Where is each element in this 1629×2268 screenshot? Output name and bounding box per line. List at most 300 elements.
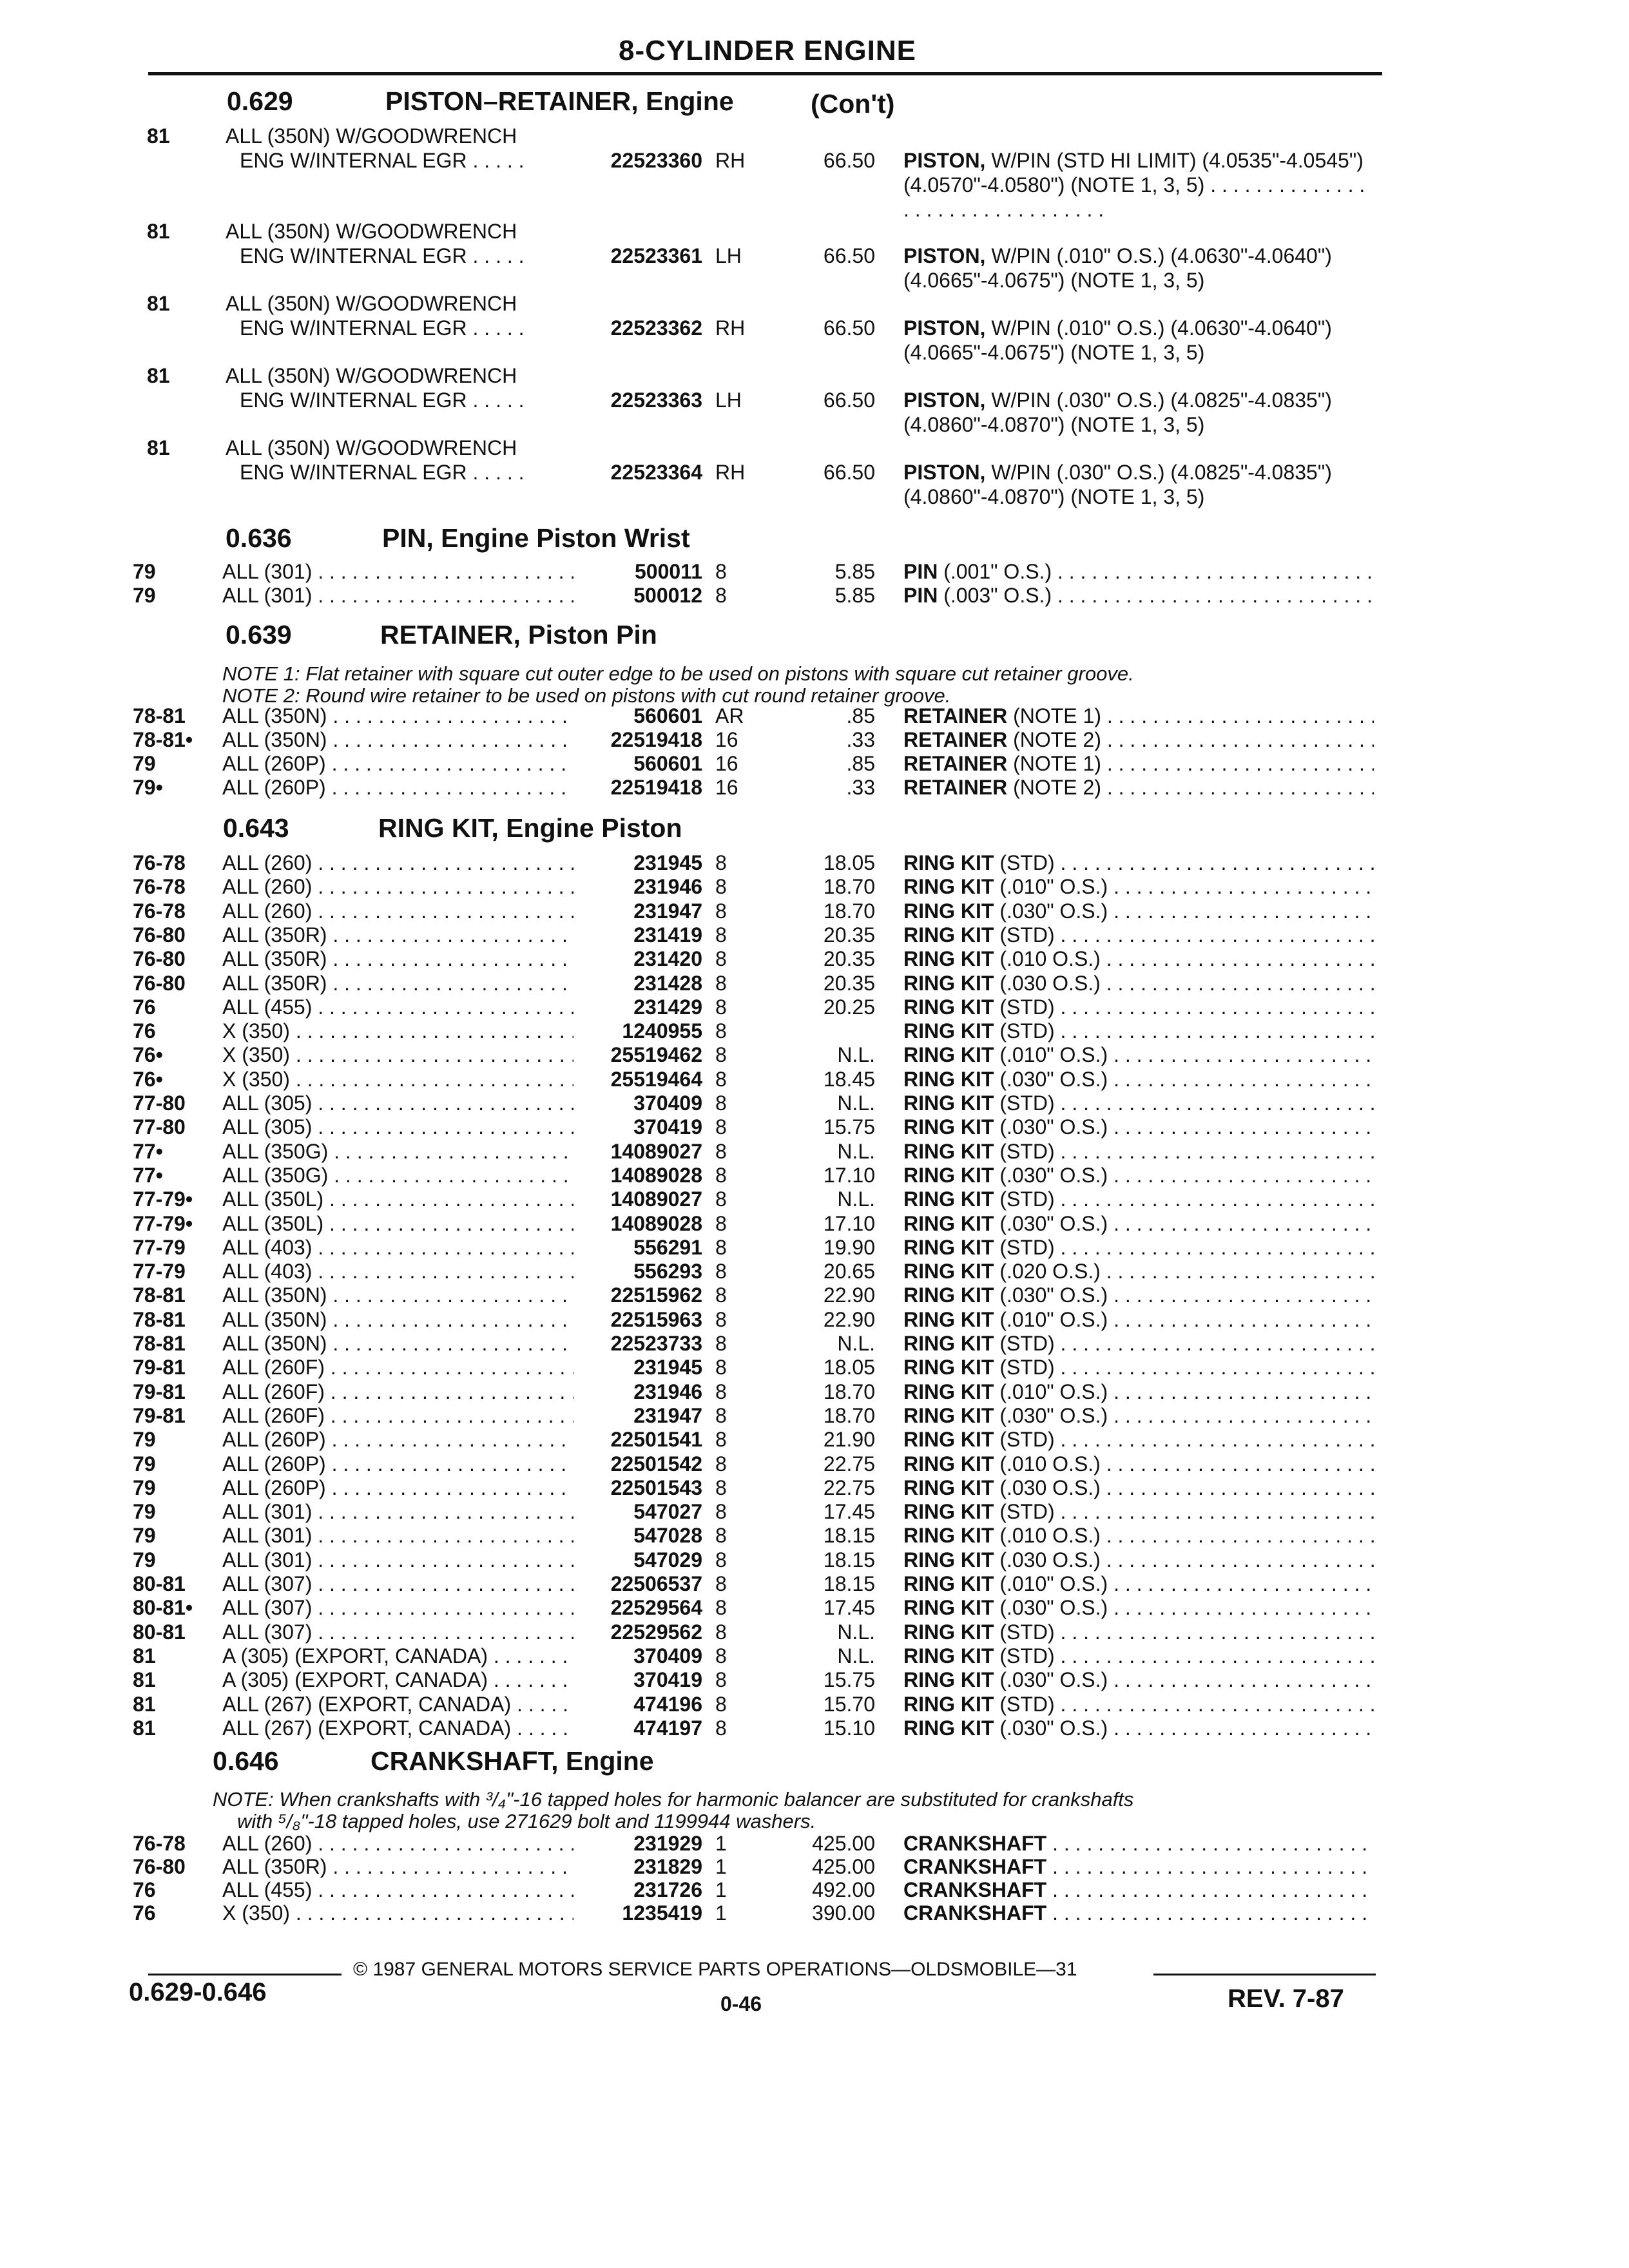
price: .85	[846, 704, 875, 727]
model-years: 76-80	[133, 947, 186, 971]
model-years: 79•	[133, 776, 163, 799]
price: 66.50	[823, 244, 875, 267]
description-name: RING KIT	[903, 1692, 994, 1716]
application: ALL (350N) W/GOODWRENCH	[226, 292, 517, 315]
quantity: 16	[715, 752, 738, 775]
part-number: 231947	[633, 1403, 702, 1427]
description	[903, 874, 1374, 899]
description-detail: (STD)	[994, 1235, 1055, 1259]
part-row	[0, 1571, 1629, 1596]
description	[903, 1878, 1374, 1902]
part-number: 370409	[633, 1644, 702, 1667]
description	[903, 1452, 1374, 1476]
model-years: 79-81	[133, 1379, 186, 1403]
model-years: 76-78	[133, 851, 186, 874]
footer-rule	[1153, 1974, 1376, 1975]
quantity: 8	[715, 1043, 727, 1067]
description	[903, 1571, 1374, 1596]
description-detail: (.030 O.S.)	[994, 1548, 1101, 1571]
price: 18.05	[823, 851, 875, 874]
part-number: 231829	[633, 1855, 702, 1878]
description-name: RING KIT	[903, 1211, 994, 1235]
model-years: 76	[133, 995, 156, 1019]
description-name: RING KIT	[903, 1307, 994, 1331]
part-row	[0, 1475, 1629, 1500]
description-detail: (STD)	[994, 923, 1055, 947]
price: 15.70	[823, 1692, 875, 1716]
application: ALL (403) . . .	[222, 1259, 574, 1283]
description-detail: (STD)	[994, 1187, 1055, 1211]
description-name: RING KIT	[903, 1019, 994, 1043]
model-years: 76	[133, 1878, 156, 1901]
part-number: 547027	[633, 1500, 702, 1524]
price: N.L.	[837, 1332, 875, 1355]
description-name: RETAINER	[903, 752, 1008, 775]
part-row	[0, 1716, 1629, 1740]
section-continued: (Con't)	[811, 89, 895, 119]
part-number: 231946	[633, 1379, 702, 1403]
description-name: RING KIT	[903, 1091, 994, 1115]
section-number: 0.643	[223, 813, 289, 843]
part-row	[0, 995, 1629, 1019]
part-number: 22519418	[610, 776, 702, 799]
part-row	[0, 1692, 1629, 1716]
application-detail: ENG W/INTERNAL EGR . . . . .	[240, 461, 525, 484]
part-number: 560601	[633, 704, 702, 727]
application: ALL (301) . . .	[222, 1499, 574, 1524]
part-row	[0, 899, 1629, 923]
price: 66.50	[823, 389, 875, 412]
description-name: PIN	[903, 584, 938, 607]
quantity: 8	[715, 971, 727, 995]
price: 5.85	[834, 584, 875, 607]
application: ALL (260) . . .	[222, 850, 574, 875]
part-number: 474197	[633, 1716, 702, 1740]
part-row	[0, 1019, 1629, 1043]
description-name: RING KIT	[903, 1500, 994, 1524]
price: 18.70	[823, 875, 875, 899]
part-number: 22523361	[610, 244, 702, 267]
application: X (350) . . .	[222, 1043, 574, 1067]
part-number: 474196	[633, 1692, 702, 1716]
quantity: 8	[715, 1620, 727, 1644]
model-years: 77•	[133, 1163, 163, 1187]
part-number: 22501541	[610, 1428, 702, 1452]
model-years: 79	[133, 1475, 156, 1499]
description	[903, 1259, 1374, 1283]
description-detail: (.030" O.S.)	[994, 1596, 1108, 1620]
application: ALL (260) . . .	[222, 874, 574, 899]
side: RH	[715, 149, 746, 172]
description-detail: (.030" O.S.)	[994, 1115, 1108, 1139]
quantity: 8	[715, 1500, 727, 1524]
quantity: 8	[715, 1524, 727, 1548]
part-number: 231947	[633, 899, 702, 923]
description-detail: W/PIN (.030" O.S.) (4.0825"-4.0835") (4.0860"-4.0870") (NOTE 1, 3, 5)	[903, 389, 1332, 436]
section-number: 0.639	[226, 620, 292, 649]
model-years: 80-81•	[133, 1596, 193, 1620]
description	[903, 1716, 1374, 1740]
price: N.L.	[837, 1139, 875, 1163]
description-name: RING KIT	[903, 1475, 994, 1499]
application: ALL (260P) . . .	[222, 1475, 574, 1500]
model-years: 80-81	[133, 1572, 186, 1595]
part-number: 231946	[633, 875, 702, 899]
model-years: 76-78	[133, 875, 186, 899]
quantity: 8	[715, 1283, 727, 1307]
description-name: RING KIT	[903, 1572, 994, 1595]
description-detail: (STD)	[994, 1356, 1055, 1379]
description-name: PIN	[903, 560, 938, 583]
application: ALL (301) . . .	[222, 1548, 574, 1572]
quantity: 8	[715, 1572, 727, 1595]
description-name: CRANKSHAFT	[903, 1878, 1047, 1901]
part-row	[0, 1211, 1629, 1236]
quantity: 1	[715, 1855, 727, 1878]
application: ALL (350L) . . .	[222, 1211, 574, 1236]
price: 18.15	[823, 1548, 875, 1571]
part-row	[0, 727, 1629, 752]
description	[903, 1067, 1374, 1091]
description-name: RING KIT	[903, 971, 994, 995]
part-row	[0, 1403, 1629, 1428]
part-row	[0, 1595, 1629, 1620]
part-number: 22506537	[610, 1572, 702, 1595]
note-line: NOTE 1: Flat retainer with square cut outer edge to be used on pistons with square cut retainer groove.	[222, 662, 1134, 685]
description-name: RING KIT	[903, 1260, 994, 1283]
part-row	[0, 1427, 1629, 1452]
quantity: 1	[715, 1901, 727, 1925]
quantity: 8	[715, 1115, 727, 1139]
description-name: RETAINER	[903, 728, 1008, 751]
application: ALL (307) . . .	[222, 1571, 574, 1596]
part-number: 22523733	[610, 1332, 702, 1355]
part-row	[0, 1091, 1629, 1115]
description-detail: (STD)	[994, 1620, 1055, 1644]
price: .33	[846, 728, 875, 751]
model-years: 76-78	[133, 899, 186, 923]
quantity: 8	[715, 1548, 727, 1571]
model-years: 77•	[133, 1139, 163, 1163]
description	[903, 947, 1374, 971]
description	[903, 1211, 1374, 1236]
model-years: 79	[133, 1452, 156, 1475]
quantity: 8	[715, 1692, 727, 1716]
model-years: 76•	[133, 1067, 163, 1091]
part-number: 14089027	[610, 1187, 702, 1211]
application: ALL (350N) . . .	[222, 727, 574, 752]
part-number: 556291	[633, 1235, 702, 1259]
description-name: RING KIT	[903, 1644, 994, 1667]
description-name: RING KIT	[903, 1139, 994, 1163]
description-detail: (.030" O.S.)	[994, 899, 1108, 923]
part-row	[0, 1548, 1629, 1572]
description	[903, 1692, 1374, 1716]
model-years: 79	[133, 584, 156, 607]
price: 22.90	[823, 1307, 875, 1331]
description	[903, 1283, 1374, 1307]
quantity: 8	[715, 1307, 727, 1331]
chapter-title: 8-CYLINDER ENGINE	[619, 35, 916, 66]
application-detail: ENG W/INTERNAL EGR . . . . .	[240, 389, 525, 412]
section-title: RING KIT, Engine Piston	[378, 813, 682, 843]
part-number: 547029	[633, 1548, 702, 1571]
model-years: 81	[133, 1644, 156, 1667]
description	[903, 1403, 1374, 1428]
application: ALL (260) . . .	[222, 1831, 574, 1856]
part-number: 22515963	[610, 1307, 702, 1331]
price: .85	[846, 752, 875, 775]
quantity: 8	[715, 560, 727, 583]
price: 17.45	[823, 1596, 875, 1620]
part-number: 22523363	[610, 389, 702, 412]
price: 17.10	[823, 1163, 875, 1187]
description-name: RING KIT	[903, 1428, 994, 1452]
description-name: CRANKSHAFT	[903, 1901, 1047, 1925]
application: ALL (305) . . .	[222, 1091, 574, 1115]
description-name: RETAINER	[903, 776, 1008, 799]
model-years: 79	[133, 1500, 156, 1524]
application: ALL (350G) . . .	[222, 1139, 574, 1164]
price: 18.70	[823, 1403, 875, 1427]
model-years: 81	[147, 292, 170, 315]
quantity: 8	[715, 1332, 727, 1355]
quantity: 8	[715, 1596, 727, 1620]
part-row	[0, 704, 1629, 728]
part-row	[0, 751, 1629, 776]
description-name: RING KIT	[903, 995, 994, 1019]
description	[903, 1139, 1374, 1164]
description-detail: (.030" O.S.)	[994, 1403, 1108, 1427]
application: ALL (260F) . . .	[222, 1403, 574, 1428]
description-detail: (STD)	[994, 1139, 1055, 1163]
description	[903, 1667, 1374, 1692]
description-name: RING KIT	[903, 899, 994, 923]
revision-label: REV. 7-87	[1228, 1984, 1344, 2013]
description-detail: (.030" O.S.)	[994, 1211, 1108, 1235]
price: 66.50	[823, 149, 875, 172]
description-name: RING KIT	[903, 1668, 994, 1692]
model-years: 79-81	[133, 1356, 186, 1379]
application: ALL (403) . . .	[222, 1235, 574, 1260]
description-name: RING KIT	[903, 1332, 994, 1355]
description-name: RING KIT	[903, 947, 994, 971]
footer-rule	[148, 1974, 342, 1975]
description-detail: (NOTE 2)	[1007, 776, 1101, 799]
description-detail: (STD)	[994, 1692, 1055, 1716]
quantity: AR	[715, 704, 744, 727]
price: 18.05	[823, 1356, 875, 1379]
description	[903, 751, 1374, 776]
quantity: 8	[715, 1668, 727, 1692]
price: .33	[846, 776, 875, 799]
application: X (350) . . .	[222, 1067, 574, 1091]
application: A (305) (EXPORT, CANADA) . . .	[222, 1644, 574, 1668]
description	[903, 1043, 1374, 1067]
description	[903, 1595, 1374, 1620]
price: 425.00	[812, 1855, 875, 1878]
description	[903, 899, 1374, 923]
description	[903, 850, 1374, 875]
price: 15.75	[823, 1668, 875, 1692]
description-detail: W/PIN (.010" O.S.) (4.0630"-4.0640") (4.0665"-4.0675") (NOTE 1, 3, 5)	[903, 316, 1332, 364]
part-row	[0, 1163, 1629, 1187]
description	[903, 148, 1367, 222]
description-name: RING KIT	[903, 1596, 994, 1620]
description	[903, 388, 1367, 437]
section-title: PIN, Engine Piston Wrist	[382, 523, 690, 553]
description-name: CRANKSHAFT	[903, 1855, 1047, 1878]
part-row	[0, 1307, 1629, 1332]
quantity: 1	[715, 1832, 727, 1855]
description	[903, 1379, 1374, 1404]
quantity: 8	[715, 1716, 727, 1740]
application: ALL (307) . . .	[222, 1595, 574, 1620]
model-years: 80-81	[133, 1620, 186, 1644]
description	[903, 1901, 1374, 1925]
part-number: 14089028	[610, 1163, 702, 1187]
description-name: RING KIT	[903, 923, 994, 947]
quantity: 8	[715, 875, 727, 899]
model-years: 78-81•	[133, 728, 193, 751]
page-number: 0-46	[720, 1992, 762, 2015]
description-name: RING KIT	[903, 875, 994, 899]
model-years: 81	[133, 1668, 156, 1692]
application: ALL (260P) . . .	[222, 751, 574, 776]
price: N.L.	[837, 1187, 875, 1211]
part-row	[0, 1115, 1629, 1139]
description	[903, 775, 1374, 800]
section-title: PISTON–RETAINER, Engine	[385, 86, 734, 116]
part-number: 25519464	[610, 1067, 702, 1091]
quantity: 8	[715, 1211, 727, 1235]
application: ALL (267) (EXPORT, CANADA) . . .	[222, 1716, 574, 1740]
description-detail: (.001" O.S.)	[938, 560, 1052, 583]
description-name: RING KIT	[903, 1716, 994, 1740]
description-detail: (STD)	[994, 851, 1055, 874]
price: N.L.	[837, 1043, 875, 1067]
description-name: RING KIT	[903, 1356, 994, 1379]
section-title: RETAINER, Piston Pin	[380, 620, 657, 649]
description-name: RING KIT	[903, 1403, 994, 1427]
price: 18.15	[823, 1524, 875, 1548]
part-row	[0, 1831, 1629, 1856]
description-name: PISTON,	[903, 461, 986, 484]
part-number: 231419	[633, 923, 702, 947]
quantity: 8	[715, 1187, 727, 1211]
price: 15.75	[823, 1115, 875, 1139]
application: ALL (260F) . . .	[222, 1379, 574, 1404]
quantity: 8	[715, 1260, 727, 1283]
part-row	[0, 1235, 1629, 1260]
part-number: 231726	[633, 1878, 702, 1901]
description	[903, 1620, 1374, 1644]
description-name: RING KIT	[903, 1235, 994, 1259]
description-detail: (STD)	[994, 1500, 1055, 1524]
application: ALL (301) . . .	[222, 559, 574, 584]
application: ALL (350N) . . .	[222, 704, 574, 728]
application: A (305) (EXPORT, CANADA) . . .	[222, 1667, 574, 1692]
description	[903, 1187, 1374, 1211]
description-name: RING KIT	[903, 1187, 994, 1211]
description-detail: (.010 O.S.)	[994, 947, 1101, 971]
description-name: RING KIT	[903, 1620, 994, 1644]
description-detail: (.010" O.S.)	[994, 1307, 1108, 1331]
price: 20.35	[823, 971, 875, 995]
quantity: 8	[715, 1163, 727, 1187]
price: 66.50	[823, 316, 875, 340]
description-detail: (NOTE 1)	[1007, 752, 1101, 775]
part-number: 500012	[633, 584, 702, 607]
model-years: 79	[133, 1548, 156, 1571]
description-name: RING KIT	[903, 1548, 994, 1571]
application: ALL (350L) . . .	[222, 1187, 574, 1211]
model-years: 81	[147, 436, 170, 459]
description-detail: W/PIN (.030" O.S.) (4.0825"-4.0835") (4.0860"-4.0870") (NOTE 1, 3, 5)	[903, 461, 1332, 508]
side: LH	[715, 244, 742, 267]
description-detail: (.010" O.S.)	[994, 1572, 1108, 1595]
application: ALL (455) . . .	[222, 995, 574, 1019]
quantity: 8	[715, 1644, 727, 1667]
description-detail: (.010 O.S.)	[994, 1452, 1101, 1475]
description-detail: (STD)	[994, 1091, 1055, 1115]
section-number: 0.629	[227, 86, 293, 116]
application: ALL (260) . . .	[222, 899, 574, 923]
quantity: 8	[715, 1356, 727, 1379]
description-detail: (STD)	[994, 995, 1055, 1019]
description-detail: W/PIN (STD HI LIMIT) (4.0535"-4.0545") (4.0570"-4.0580") (NOTE 1, 3, 5) . . . . . . . . . . . . . . . . . . . . . . . . . . . . . . . .	[903, 149, 1365, 221]
part-row	[0, 1854, 1629, 1879]
section-range: 0.629-0.646	[129, 1978, 267, 2006]
section-title: CRANKSHAFT, Engine	[371, 1746, 654, 1776]
application: ALL (305) . . .	[222, 1115, 574, 1139]
description-detail: (NOTE 2)	[1007, 728, 1101, 751]
description	[903, 1307, 1374, 1332]
quantity: 8	[715, 1235, 727, 1259]
price: 20.35	[823, 923, 875, 947]
description	[903, 559, 1374, 584]
description	[903, 1523, 1374, 1548]
model-years: 76•	[133, 1043, 163, 1067]
model-years: 77-79	[133, 1235, 186, 1259]
part-number: 14089027	[610, 1139, 702, 1163]
part-row	[0, 583, 1629, 608]
part-number: 500011	[634, 560, 702, 583]
side: RH	[715, 316, 746, 340]
model-years: 76-80	[133, 1855, 186, 1878]
description-detail: (STD)	[994, 1428, 1055, 1452]
part-row	[0, 1452, 1629, 1476]
model-years: 79	[133, 560, 156, 583]
part-number: 231945	[633, 1356, 702, 1379]
quantity: 8	[715, 584, 727, 607]
model-years: 77-79•	[133, 1187, 193, 1211]
application: ALL (267) (EXPORT, CANADA) . . .	[222, 1692, 574, 1716]
quantity: 8	[715, 1403, 727, 1427]
description-detail: (.030" O.S.)	[994, 1668, 1108, 1692]
price: 18.70	[823, 1379, 875, 1403]
note-line: NOTE 2: Round wire retainer to be used on pistons with cut round retainer groove.	[222, 684, 951, 707]
part-row	[0, 1620, 1629, 1644]
quantity: 8	[715, 1379, 727, 1403]
quantity: 8	[715, 851, 727, 874]
description-name: RING KIT	[903, 851, 994, 874]
application: ALL (260F) . . .	[222, 1355, 574, 1379]
description-name: PISTON,	[903, 389, 986, 412]
quantity: 8	[715, 1019, 727, 1043]
description	[903, 1019, 1374, 1043]
part-row	[0, 1523, 1629, 1548]
